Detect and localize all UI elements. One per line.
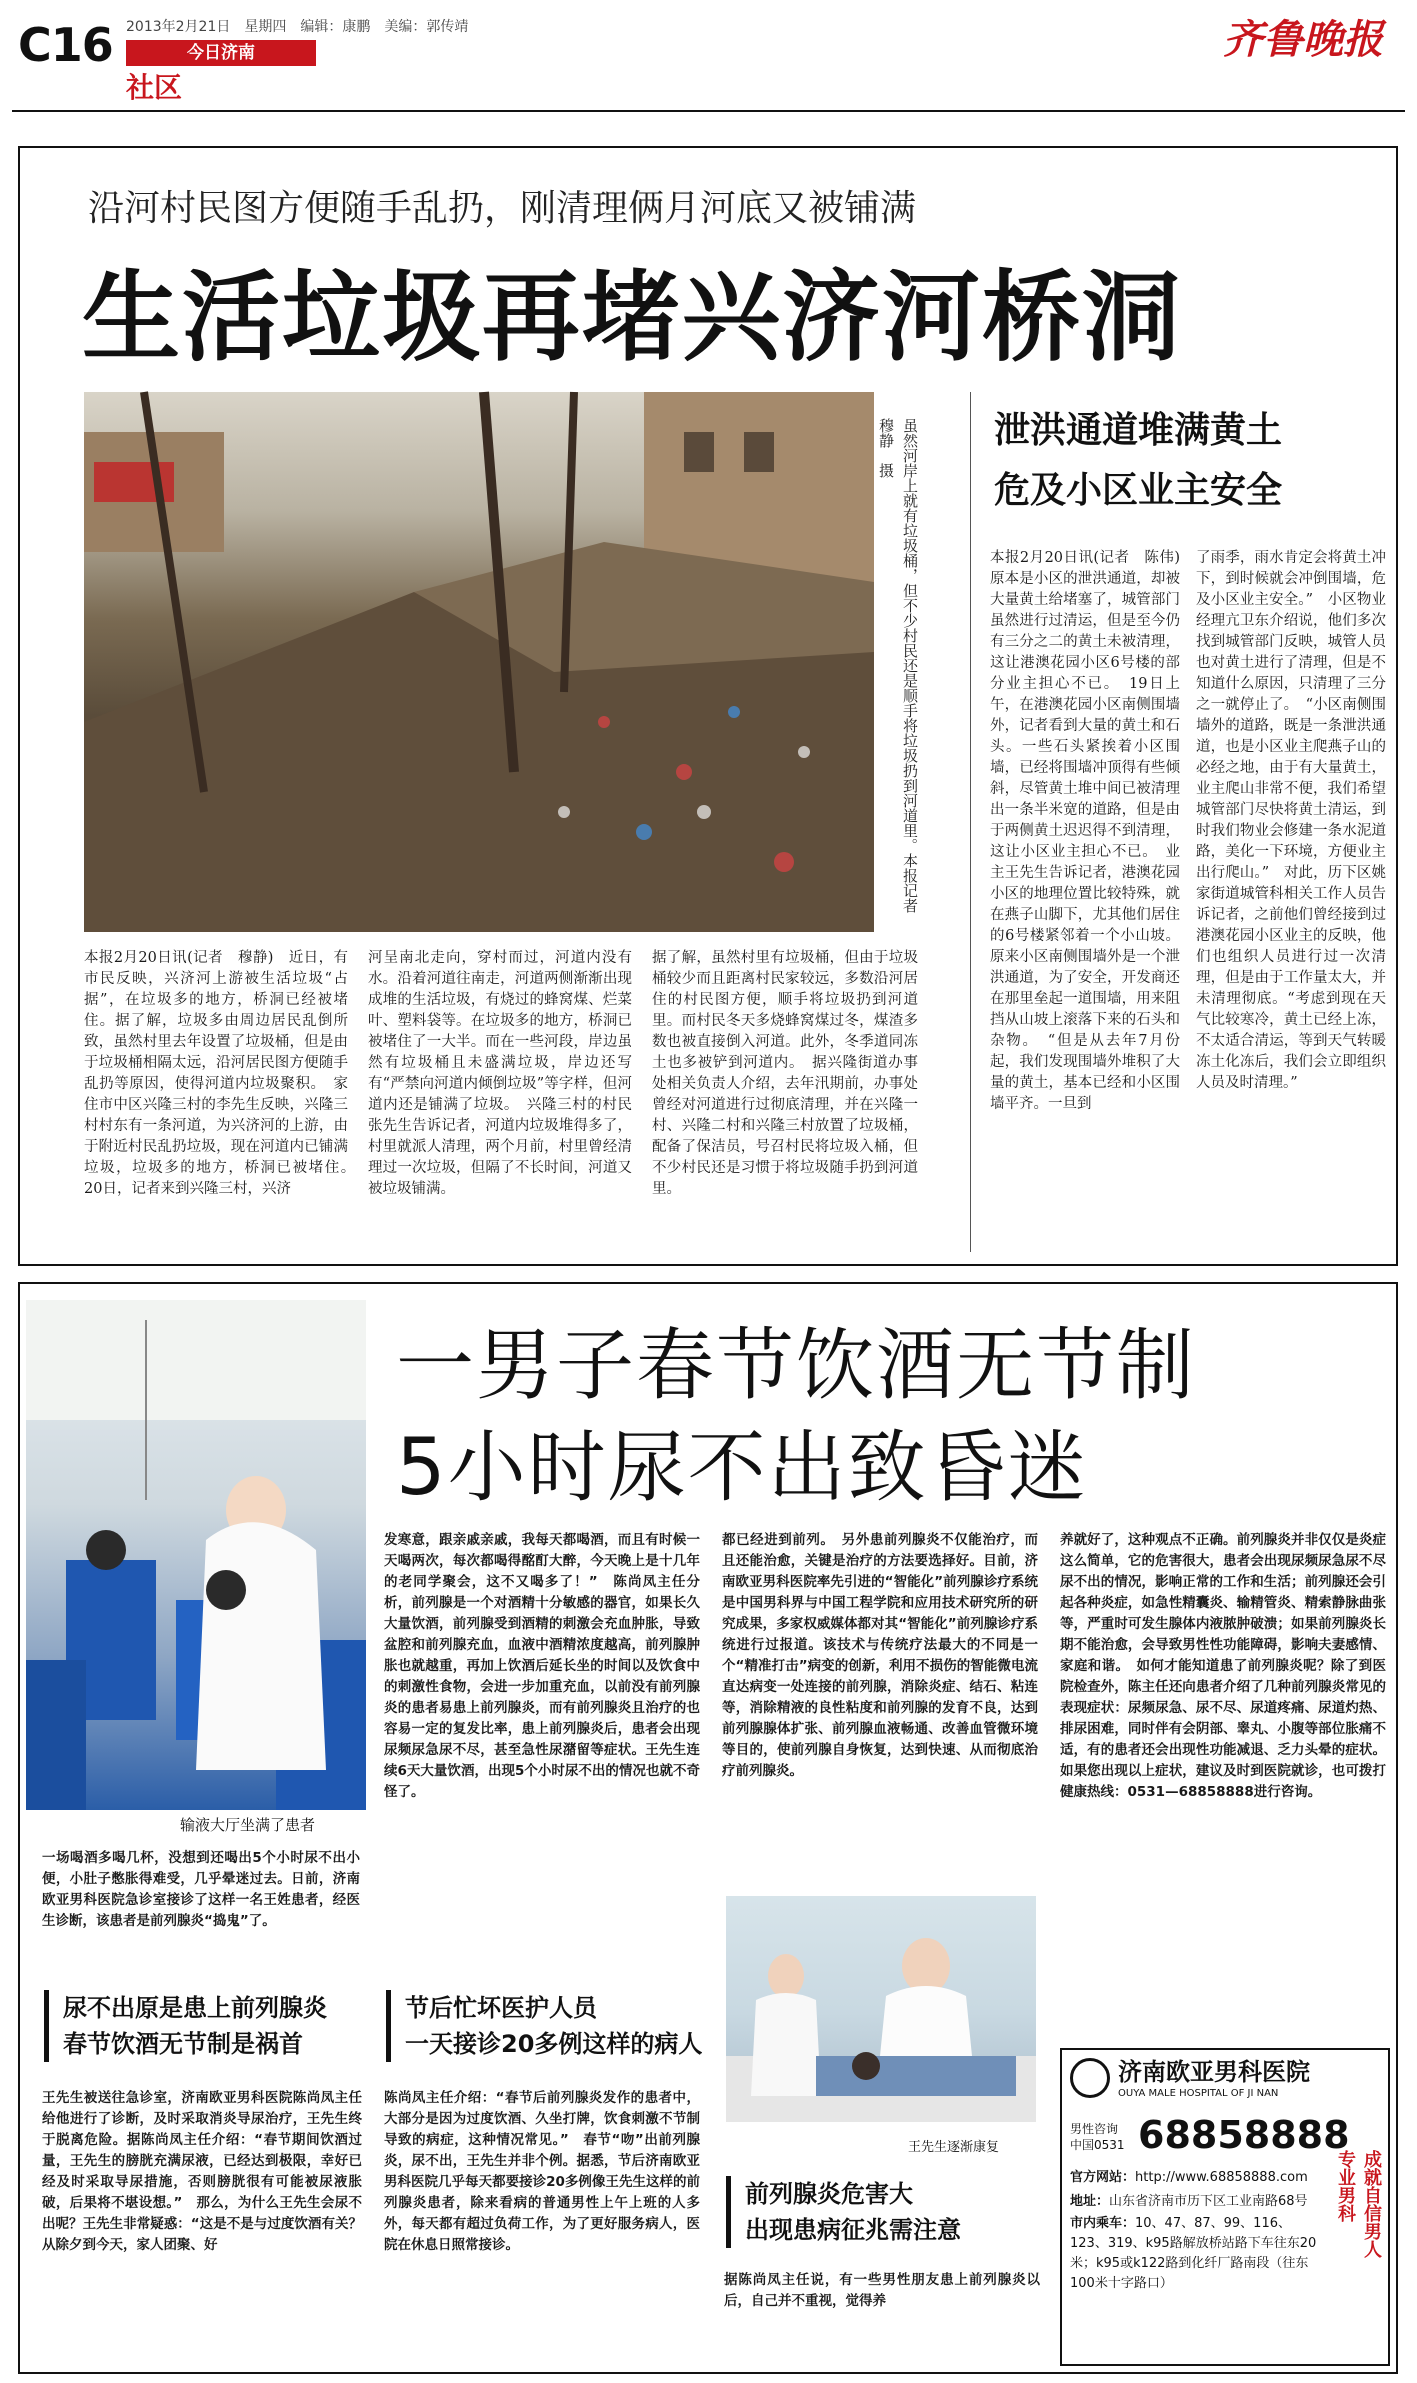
subhead-3 — [726, 2176, 961, 2248]
phone-label-1: 男性咨询 — [1070, 2122, 1119, 2136]
ad-col4: 养就好了，这种观点不正确。前列腺炎并非仅仅是炎症这么简单，它的危害很大，患者会出现尿频尿急尿不尽尿不出的情况，影响正常的工作和生活；前列腺还会引起各种炎症，如急性精囊炎、输精管炎、精索静脉曲张等，严重时可发生腺体内液脓肿破溃；如果前列腺炎长期不能治愈，会导致男性性功能障碍，影响夫妻感情、家庭和谐。 如何才能知道患了前列腺炎呢？除了到医院检查外，陈主任还向患者介绍了几种前列腺炎常见的表现症状：尿频尿急、尿不尽、尿道疼痛、尿道灼热、排尿困难，同时伴有会阴部、睾丸、小腹等部位胀痛不适，有的患者还会出现性功能减退、乏力头晕的症状。如果您出现以上症状，建议及时到医院就诊，也可拨打健康热线：0531—68858888进行咨询。 — [1060, 1532, 1386, 1800]
website-url: http://www.68858888.com — [1135, 2170, 1308, 2185]
subhead-1 — [44, 1990, 327, 2062]
section-tag: 今日济南 — [126, 40, 316, 66]
hospital-name-en: OUYA MALE HOSPITAL OF JI NAN — [1118, 2088, 1279, 2099]
bus-routes-text: 10、47、87、99、116、123、319、k95路解放桥站路下车往东20米；k95或k122路到化纤厂路南段（往东100米十字路口） — [1070, 2216, 1317, 2291]
story2-headline-line2: 危及小区业主安全 — [994, 470, 1283, 511]
website-label: 官方网站： — [1070, 2170, 1136, 2185]
subhead-1-line1: 尿不出原是患上前列腺炎 — [63, 1994, 327, 2022]
story1-kicker: 沿河村民图方便随手乱扔，刚清理俩月河底又被铺满 — [88, 188, 917, 229]
bus-label: 市内乘车： — [1070, 2216, 1136, 2231]
photo1-caption: 虽然河岸上就有垃圾桶，但不少村民还是顺手将垃圾扔到河道里。本报记者 穆静 摄 — [877, 418, 919, 928]
phone-label-2: 中国0531 — [1070, 2138, 1125, 2152]
story1-col3: 据了解，虽然村里有垃圾桶，但由于垃圾桶较少而且距离村民家较远，多数沿河居住的村民图方便，顺手将垃圾扔到河道里。而村民冬天多烧蜂窝煤过冬，煤渣多数也被直接倒入河道。此外，冬季道同冻土也多被铲到河道内。 据兴隆街道办事处相关负责人介绍，去年汛期前，办事处曾经对河道进行过彻底清理，并在兴隆一村、兴隆二村和兴隆三村放置了垃圾桶，配备了保洁员，号召村民将垃圾入桶，但不少村民还是习惯于将垃圾随手扔到河道里。 — [652, 950, 918, 1197]
story1-headline: 生活垃圾再堵兴济河桥洞 — [82, 261, 1183, 375]
date-line: 2013年2月21日 星期四 编辑：康鹏 美编：郭传靖 — [126, 19, 469, 35]
subhead-2-line2: 一天接诊20多例这样的病人 — [405, 2030, 703, 2058]
subhead-3-line1: 前列腺炎危害大 — [745, 2180, 913, 2208]
story2-headline-line1: 泄洪通道堆满黄土 — [994, 410, 1283, 451]
ad-col2: 发寒意，跟亲戚亲戚，我每天都喝酒，而且有时候一天喝两次，每次都喝得酩酊大醉，今天晚上是十几年的老同学聚会，这不又喝多了！” 陈尚凤主任分析，前列腺是一个对酒精十分敏感的器官，如果长久大量饮酒，前列腺受到酒精的刺激会充血肿胀，导致盆腔和前列腺充血，血液中酒精浓度越高，前列腺肿胀也就越重，再加上饮酒后延长坐的时间以及饮食中的刺激性食物，会进一步加重充血，以前没有前列腺炎的患者易患上前列腺炎，而有前列腺炎且治疗的也容易一定的复发比率，患上前列腺炎后，患者会出现尿频尿急尿不尽，甚至急性尿潴留等症状。王先生连续6天大量饮酒，出现5个小时尿不出的情况也就不奇怪了。 — [384, 1532, 700, 1800]
story1-col2: 河呈南北走向，穿村而过，河道内没有水。沿着河道往南走，河道两侧渐渐出现成堆的生活垃圾，有烧过的蜂窝煤、烂菜叶、塑料袋等。在垃圾多的地方，桥洞已被堵住了一大半。而在一些河段，岸边虽然有垃圾桶且未盛满垃圾，岸边还写有“严禁向河道内倾倒垃圾”等字样，但河道内还是铺满了垃圾。 兴隆三村的村民张先生告诉记者，河道内垃圾堆得多了，村里就派人清理，两个月前，村里曾经清理过一次垃圾，但隔了不长时间，河道又被垃圾铺满。 — [368, 950, 632, 1197]
subhead-2-line1: 节后忙坏医护人员 — [405, 1994, 597, 2022]
bus-routes — [1070, 2214, 1326, 2294]
photo2-caption: 输液大厅坐满了患者 — [180, 1816, 316, 1834]
infusion-hall-photo — [26, 1300, 366, 1810]
page-number: C16 — [18, 18, 113, 72]
subhead-3-line2: 出现患病征兆需注意 — [745, 2216, 961, 2244]
story-divider — [970, 392, 971, 1252]
subhead-1-line2: 春节饮酒无节制是祸首 — [63, 2030, 303, 2058]
section-label: 社区 — [126, 71, 183, 104]
paper-name: 齐鲁晚报 — [1223, 16, 1383, 63]
hospital-name: 济南欧亚男科医院 — [1118, 2058, 1310, 2086]
story1-col1: 本报2月20日讯(记者 穆静) 近日，有市民反映，兴济河上游被生活垃圾“占据”，在垃圾多的地方，桥洞已经被堵住。据了解，垃圾多由周边居民乱倒所致，虽然村里去年设置了垃圾桶，但是由于垃圾桶相隔太远，沿河居民图方便随手乱扔等原因，使得河道内垃圾聚积。 家住市中区兴隆三村的李先生反映，兴隆三村村东有一条河道，为兴济河的上游，由于附近村民乱扔垃圾，现在河道内已铺满垃圾，垃圾多的地方，桥洞已被堵住。 20日，记者来到兴隆三村，兴济 — [84, 950, 363, 1197]
address-text: 山东省济南市历下区工业南路68号 — [1109, 2194, 1308, 2209]
ad-headline-line1: 一男子春节饮酒无节制 — [396, 1321, 1197, 1411]
hospital-logo-icon — [1070, 2058, 1110, 2098]
slogan-2: 成就自信男人 — [1361, 2150, 1382, 2258]
hospital-info-box — [1060, 2048, 1390, 2366]
story2-col1: 本报2月20日讯(记者 陈伟) 原本是小区的泄洪通道，却被大量黄土给堵塞了，城管部门虽然进行过清运，但是至今仍有三分之二的黄土未被清理，这让港澳花园小区6号楼的部分业主担心不已。 19日上午，在港澳花园小区南侧围墙外，记者看到大量的黄土和石头。一些石头紧挨着小区围墙，已经将围墙冲顶得有些倾斜，尽管黄土堆中间已被清理出一条半米宽的道路，但是由于两侧黄土迟迟得不到清理，这让小区业主担心不已。 业主王先生告诉记者，港澳花园小区的地理位置比较特殊，就在燕子山脚下，尤其他们居住的6号楼紧邻着一个小山坡。原来小区南侧围墙外是一个泄洪通道，为了安全，开发商还在那里垒起一道围墙，用来阻挡从山坡上滚落下来的石头和杂物。 “但是从去年7月份起，我们发现围墙外堆积了大量的黄土，基本已经和小区围墙平齐。一旦到 — [990, 550, 1195, 1112]
river-garbage-photo — [84, 392, 874, 932]
ad-lead: 一场喝酒多喝几杯，没想到还喝出5个小时尿不出小便，小肚子憋胀得难受，几乎晕迷过去。日前，济南欧亚男科医院急诊室接诊了这样一名王姓患者，经医生诊断，该患者是前列腺炎“捣鬼”了。 — [42, 1850, 360, 1929]
subhead-2-text: 陈尚凤主任介绍：“春节后前列腺炎发作的患者中，大部分是因为过度饮酒、久坐打牌，饮食刺激不节制导致的病症，这种情况常见。” 春节“吻”出前列腺炎，尿不出，王先生并非个例。据悉，节后济南欧亚男科医院几乎每天都要接诊20多例像王先生这样的前列腺炎患者，除来看病的普通男性上午上班的人多外，每天都有超过负荷工作，为了更好服务病人，医院在休息日照常接诊。 — [384, 2090, 700, 2253]
recovery-photo — [726, 1896, 1036, 2122]
address-row — [1070, 2190, 1308, 2209]
slogan-1: 专业男科 — [1335, 2150, 1356, 2222]
story2-col2: 了雨季，雨水肯定会将黄土冲下，到时候就会冲倒围墙，危及小区业主安全。” 小区物业经理亢卫东介绍说，他们多次找到城管部门反映，城管人员也对黄土进行了清理，但是不知道什么原因，只清理了三分之一就停止了。 “小区南侧围墙外的道路，既是一条泄洪通道，也是小区业主爬燕子山的必经之地，由于有大量黄土，业主爬山非常不便，我们希望城管部门尽快将黄土清运，到时我们物业会修建一条水泥道路，美化一下环境，方便业主出行爬山。” 对此，历下区姚家街道城管科相关工作人员告诉记者，之前他们曾经接到过港澳花园小区业主的反映，他们也组织人员进行过一次清理，但是由于工作量太大，并未清理彻底。“考虑到现在天气比较寒冷，黄土已经上冻，不太适合清运，等到天气转暖冻土化冻后，我们会立即组织人员及时清理。” — [1196, 550, 1386, 1091]
address-label: 地址： — [1070, 2194, 1110, 2209]
subhead-2 — [386, 1990, 702, 2062]
subhead-3-text: 据陈尚凤主任说，有一些男性朋友患上前列腺炎以后，自己并不重视，觉得养 — [724, 2272, 1040, 2309]
photo-caption-2: 王先生逐渐康复 — [908, 2140, 1000, 2155]
website-row — [1070, 2166, 1308, 2185]
hospital-phone: 68858888 — [1138, 2113, 1350, 2157]
ad-col3: 都已经进到前列。 另外患前列腺炎不仅能治疗，而且还能治愈，关键是治疗的方法要选择好。目前，济南欧亚男科医院率先引进的“智能化”前列腺诊疗系统是中国男科界与中国工程学院和应用技术研究所的研究成果，多家权威媒体都对其“智能化”前列腺诊疗系统进行过报道。该技术与传统疗法最大的不同是一个“精准打击”病变的创新，利用不损伤的智能微电流直达病变一处连接的前列腺，消除炎症、结石、粘连等，消除精液的良性粘度和前列腺的发育不良，达到前列腺腺体扩张、前列腺血液畅通、改善血管微环境等目的，使前列腺自身恢复，达到快速、从而彻底治疗前列腺炎。 — [722, 1532, 1038, 1779]
ad-headline-line2: 5小时尿不出致昏迷 — [396, 1423, 1088, 1513]
subhead-1-text: 王先生被送往急诊室，济南欧亚男科医院陈尚凤主任给他进行了诊断，及时采取消炎导尿治疗，王先生终于脱离危险。据陈尚凤主任介绍：“春节期间饮酒过量，王先生的膀胱充满尿液，已经达到极限，幸好已经及时采取导尿措施，否则膀胱很有可能被尿液胀破，后果将不堪设想。” 那么，为什么王先生会尿不出呢？王先生非常疑惑：“这是不是与过度饮酒有关？从除夕到今天，家人团聚、好 — [42, 2090, 362, 2253]
masthead-rule — [12, 110, 1405, 112]
